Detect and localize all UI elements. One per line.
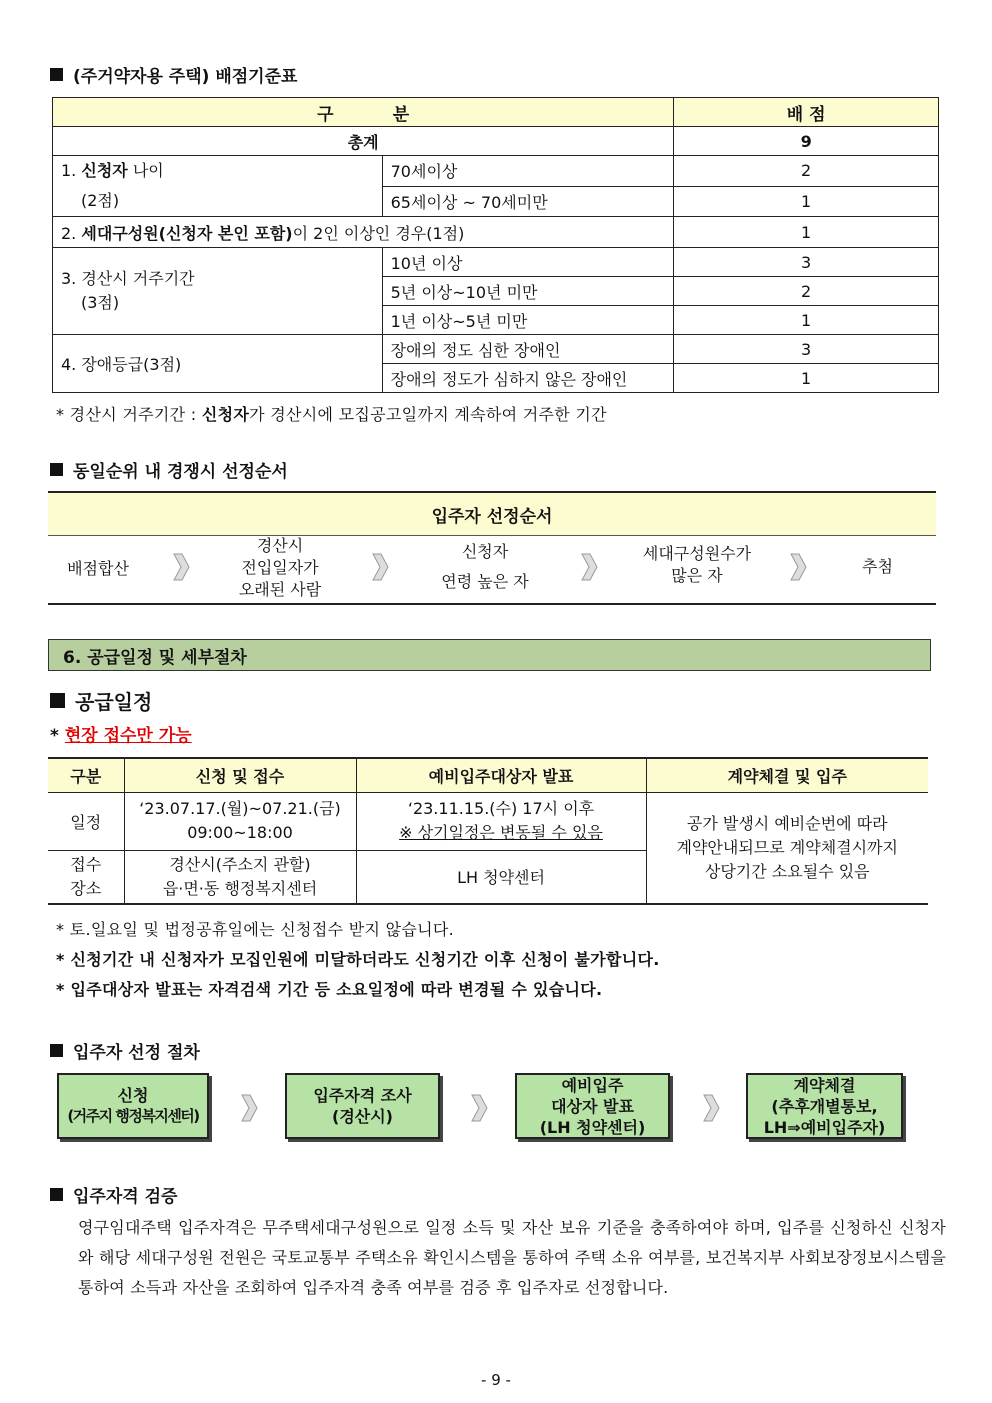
tiebreak-step-3	[400, 536, 570, 598]
step2-line1: 경산시	[256, 536, 304, 555]
square-bullet-icon	[50, 693, 65, 708]
residence-note-bold: 신청자	[201, 405, 250, 424]
chevron-right-icon	[470, 1093, 488, 1123]
scoring-table	[52, 97, 939, 393]
age-sub: (2점)	[81, 191, 120, 210]
residence-score-3: 1	[674, 306, 939, 335]
schedule-title-text: 공급일정	[75, 690, 153, 714]
step2-line2: 전입일자가	[241, 558, 319, 577]
residence-item-2: 5년 이상~10년 미만	[382, 277, 674, 306]
apply-place-1: 경산시(주소지 관할)	[169, 854, 311, 874]
chevron-right-icon	[580, 552, 598, 582]
verification-body: 영구임대주택 입주자격은 무주택세대구성원으로 일정 소득 및 자산 보유 기준을 충족하여야 하며, 입주를 신청하신 신청자와 해당 세대구성원 전원은 국토교통부 주택소유 확인시스템을 통하여 주택 소유 여부를, 보건복지부 사회보장정보시스템을 통하여 소득과 자산을 조회하여 입주자격 충족 여부를 검증 후 입주자로 선정합니다.	[78, 1218, 946, 1297]
section-title-scoring	[50, 62, 297, 87]
household-num: 2.	[61, 223, 82, 243]
step2-line3: 오래된 사람	[238, 580, 322, 599]
verification-title-text: 입주자격 검증	[73, 1187, 178, 1207]
place-label-2: 장소	[70, 878, 102, 898]
place-row-label	[48, 850, 124, 904]
household-bold: 세대구성원(신청자 본인 포함)	[81, 223, 293, 243]
apply-place	[124, 850, 356, 904]
place-label-1: 접수	[70, 854, 102, 874]
chevron-right-icon	[240, 1093, 258, 1123]
section-6-bar: 6. 공급일정 및 세부절차	[48, 639, 931, 671]
chevron-right-icon	[172, 552, 190, 582]
section-title-schedule	[50, 686, 152, 715]
age-score-1: 2	[674, 156, 939, 187]
contract-line-3: 상당기간 소요될수 있음	[704, 861, 870, 881]
residence-note-pre: * 경산시 거주기간 :	[56, 405, 202, 424]
onsite-note	[50, 721, 192, 746]
proc1-line1: 신청	[117, 1086, 149, 1105]
tiebreak-step-4	[612, 540, 782, 590]
square-bullet-icon	[50, 68, 63, 81]
step4-line1: 세대구성원수가	[642, 544, 752, 563]
age-num: 1.	[61, 161, 82, 180]
announce-period	[356, 792, 646, 850]
header-category: 구 분	[53, 98, 674, 127]
proc4-line2: (추후개별통보,	[771, 1096, 878, 1116]
residence-score-2: 2	[674, 277, 939, 306]
tiebreak-step-2	[195, 536, 365, 600]
proc1-line2: (거주지 행정복지센터)	[67, 1107, 199, 1125]
apply-place-2: 읍·면·동 행정복지센터	[162, 878, 318, 898]
total-label: 총계	[53, 127, 674, 156]
step3-line2: 연령 높은 자	[441, 572, 529, 591]
step3-line1: 신청자	[461, 542, 509, 561]
schedule-note-3: * 입주대상자 발표는 자격검색 기간 등 소요일정에 따라 변경될 수 있습니다.	[56, 980, 603, 999]
schedule-header-contract: 계약체결 및 입주	[646, 758, 928, 792]
residence-sub: (3점)	[81, 293, 120, 312]
proc3-line1: 예비입주	[561, 1075, 624, 1095]
proc4-line3: LH⇒예비입주자)	[763, 1117, 886, 1137]
residence-label: 3. 경산시 거주기간	[61, 269, 195, 288]
schedule-table	[48, 757, 928, 905]
age-post: 나이	[127, 161, 164, 180]
total-score: 9	[674, 127, 939, 156]
tiebreak-step-1	[50, 540, 146, 598]
chevron-right-icon	[371, 552, 389, 582]
residence-item-3: 1년 이상~5년 미만	[382, 306, 674, 335]
tiebreak-step-5	[830, 540, 925, 594]
square-bullet-icon	[50, 1188, 63, 1201]
disability-item-1: 장애의 정도 심한 장애인	[382, 335, 674, 364]
disability-score-1: 3	[674, 335, 939, 364]
apply-period	[124, 792, 356, 850]
age-criteria-cell	[53, 156, 383, 217]
page-number: - 9 -	[481, 1371, 511, 1389]
schedule-note-1: * 토.일요일 및 법정공휴일에는 신청접수 받지 않습니다.	[56, 920, 455, 939]
tiebreak-title-text: 동일순위 내 경쟁시 선정순서	[73, 462, 288, 482]
household-post: 이 2인 이상인 경우(1점)	[292, 223, 465, 243]
onsite-note-text: 현장 접수만 가능	[64, 726, 192, 746]
chevron-right-icon	[789, 552, 807, 582]
proc2-line2: (경산시)	[332, 1107, 393, 1126]
procedure-step-contract	[746, 1073, 903, 1139]
announce-place: LH 청약센터	[356, 850, 646, 904]
contract-line-1: 공가 발생시 예비순번에 따라	[686, 813, 888, 833]
proc2-line1: 입주자격 조사	[313, 1086, 412, 1105]
procedure-step-announce	[515, 1073, 670, 1139]
proc3-line3: (LH 청약센터)	[539, 1117, 646, 1137]
square-bullet-icon	[50, 463, 63, 476]
square-bullet-icon	[50, 1044, 63, 1057]
household-criteria-cell	[53, 217, 674, 248]
residence-item-1: 10년 이상	[382, 248, 674, 277]
household-score: 1	[674, 217, 939, 248]
contract-info	[646, 792, 928, 904]
residence-note-post: 가 경산시에 모집공고일까지 계속하여 거주한 기간	[249, 405, 607, 424]
residence-criteria-cell	[53, 248, 383, 335]
residence-note	[56, 402, 607, 425]
proc3-line2: 대상자 발표	[551, 1096, 634, 1116]
tiebreak-header: 입주자 선정순서	[48, 493, 936, 536]
residence-score-1: 3	[674, 248, 939, 277]
disability-criteria-cell: 4. 장애등급(3점)	[53, 335, 383, 393]
contract-line-2: 계약안내되므로 계약체결시까지	[676, 837, 898, 857]
proc4-line1: 계약체결	[793, 1075, 856, 1095]
announce-date: ‘23.11.15.(수) 17시 이후	[407, 799, 595, 818]
step1-text: 배점합산	[67, 559, 129, 578]
step4-line2: 많은 자	[671, 566, 723, 585]
chevron-right-icon	[702, 1093, 720, 1123]
section-title-verification	[50, 1182, 177, 1207]
section-title-tiebreak	[50, 457, 288, 482]
scoring-title-text: (주거약자용 주택) 배점기준표	[73, 67, 298, 87]
age-bold: 신청자	[81, 161, 128, 180]
disability-score-2: 1	[674, 364, 939, 393]
schedule-note-2: * 신청기간 내 신청자가 모집인원에 미달하더라도 신청기간 이후 신청이 불가합니다.	[56, 950, 660, 969]
procedure-step-apply	[57, 1073, 209, 1139]
apply-time: 09:00~18:00	[187, 823, 293, 842]
age-score-2: 1	[674, 186, 939, 217]
schedule-header-announce: 예비입주대상자 발표	[356, 758, 646, 792]
disability-item-2: 장애의 정도가 심하지 않은 장애인	[382, 364, 674, 393]
age-item-1: 70세이상	[382, 156, 674, 187]
schedule-header-category: 구분	[48, 758, 124, 792]
apply-date: ‘23.07.17.(월)~07.21.(금)	[139, 799, 341, 818]
header-score: 배 점	[674, 98, 939, 127]
section-title-procedure	[50, 1038, 200, 1063]
onsite-star: *	[50, 726, 65, 746]
schedule-row-label: 일정	[48, 792, 124, 850]
age-item-2: 65세이상 ~ 70세미만	[382, 186, 674, 217]
procedure-step-screening	[285, 1073, 440, 1139]
schedule-header-apply: 신청 및 접수	[124, 758, 356, 792]
step5-text: 추첨	[862, 557, 893, 576]
announce-note: ※ 상기일정은 변동될 수 있음	[399, 823, 603, 842]
procedure-title-text: 입주자 선정 절차	[73, 1043, 200, 1063]
